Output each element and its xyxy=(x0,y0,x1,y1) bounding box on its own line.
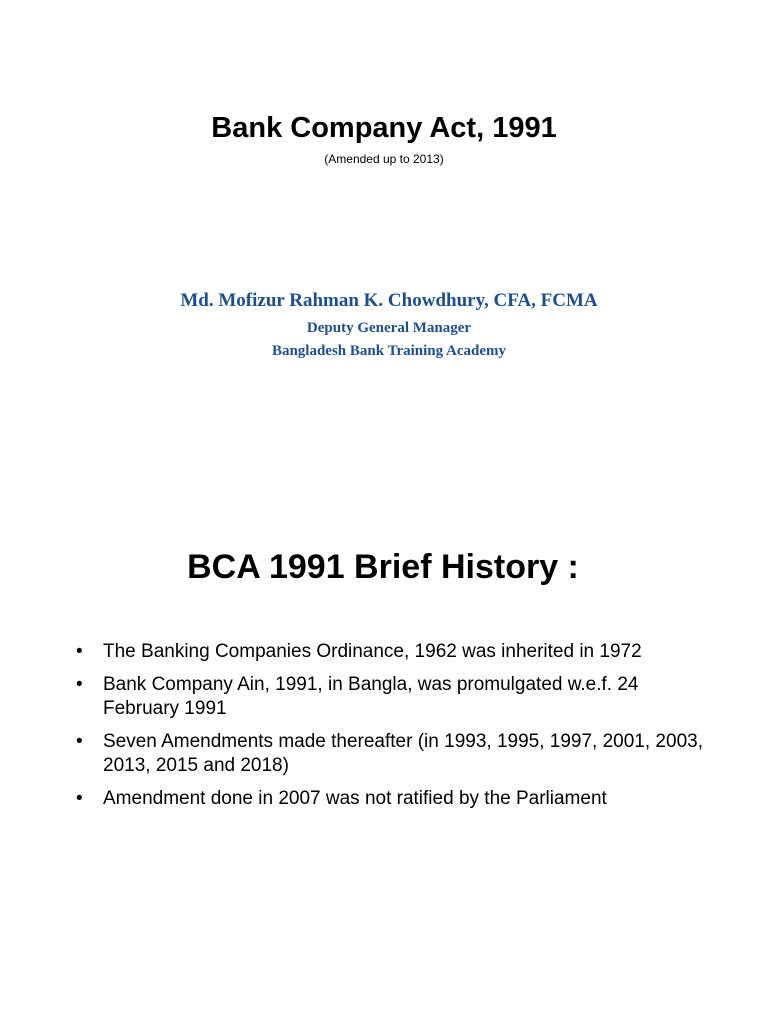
bullet-icon: • xyxy=(76,731,83,752)
author-organization: Bangladesh Bank Training Academy xyxy=(271,343,507,359)
author-name: Md. Mofizur Rahman K. Chowdhury, CFA, FCMA xyxy=(180,290,598,311)
list-item xyxy=(76,730,716,778)
list-item xyxy=(76,673,716,721)
history-slide xyxy=(0,512,768,1024)
bullet-icon: • xyxy=(76,788,83,809)
history-bullet-list xyxy=(76,640,716,820)
list-item xyxy=(76,640,716,664)
slide-subtitle: (Amended up to 2013) xyxy=(324,152,444,166)
bullet-text: Seven Amendments made thereafter (in 1993, 1995, 1997, 2001, 2003, 2013, 2015 and 2018) xyxy=(103,731,703,776)
bullet-icon: • xyxy=(76,674,83,695)
history-title: BCA 1991 Brief History : xyxy=(187,548,579,586)
bullet-text: Amendment done in 2007 was not ratified by the Parliament xyxy=(103,788,607,809)
bullet-text: The Banking Companies Ordinance, 1962 was inherited in 1972 xyxy=(103,641,642,662)
slide-title: Bank Company Act, 1991 xyxy=(211,112,557,144)
list-item xyxy=(76,787,716,811)
author-role: Deputy General Manager xyxy=(306,320,472,336)
bullet-icon: • xyxy=(76,641,83,662)
bullet-text: Bank Company Ain, 1991, in Bangla, was promulgated w.e.f. 24 February 1991 xyxy=(103,674,639,719)
